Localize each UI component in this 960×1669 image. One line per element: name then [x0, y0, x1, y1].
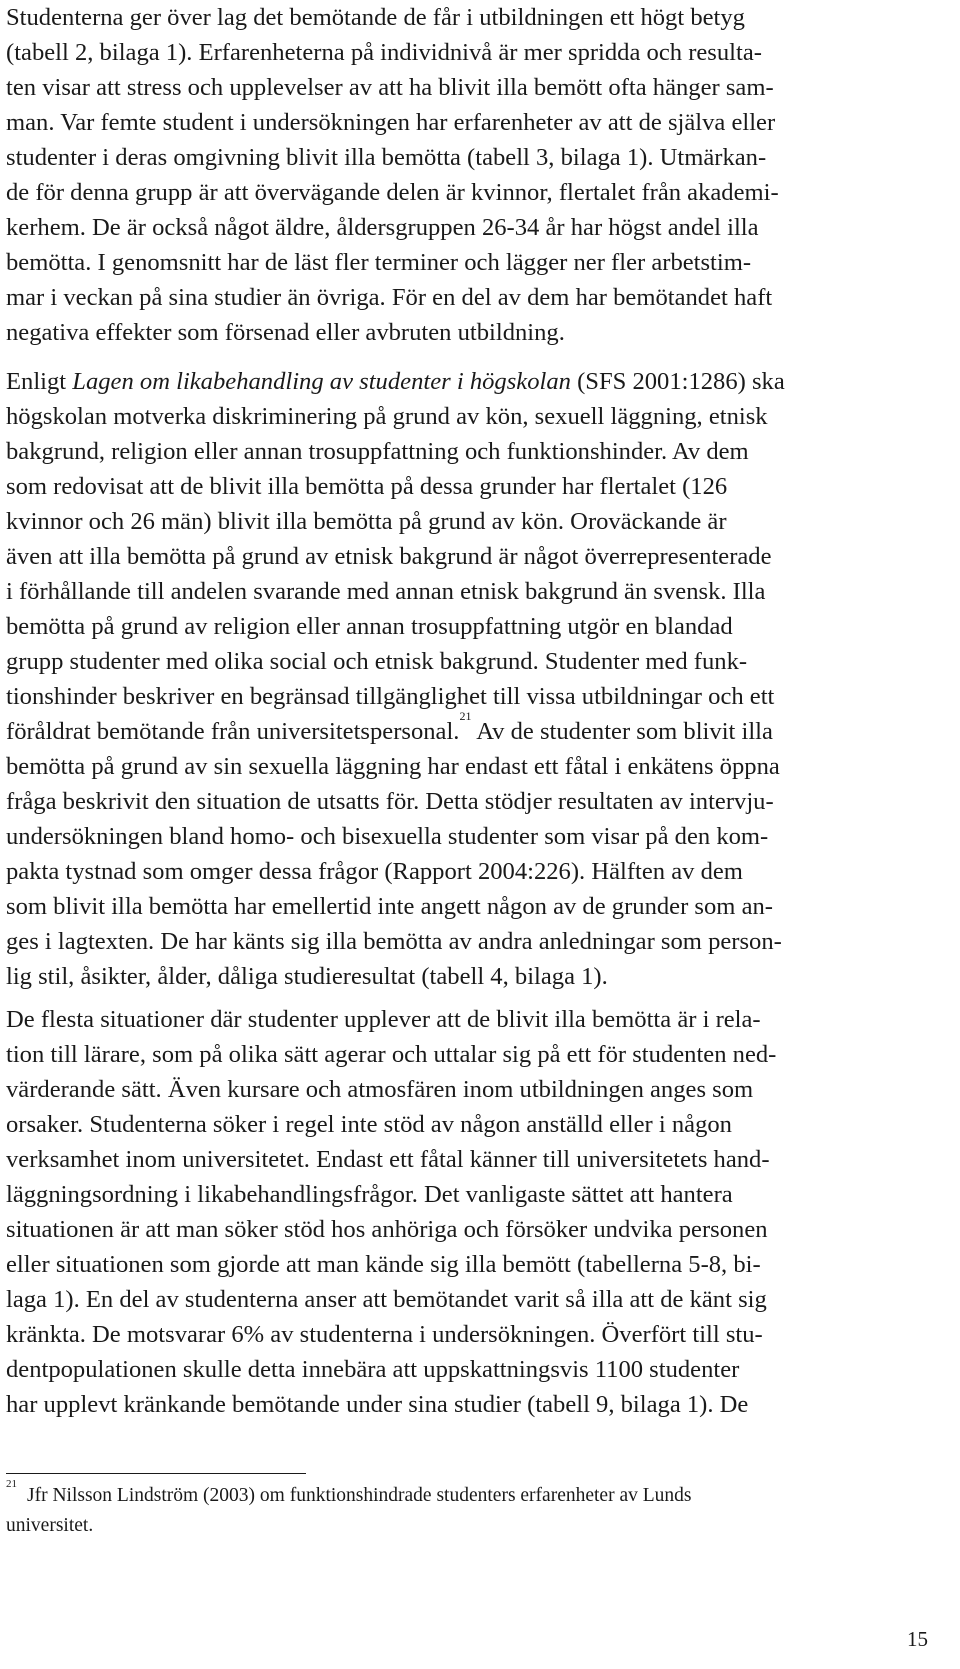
- text-line: de för denna grupp är att övervägande delen är kvinnor, flertalet från akademi-: [6, 179, 779, 206]
- footnote-text: Jfr Nilsson Lindström (2003) om funktionshindrade studenters erfarenheter av Lunds: [27, 1485, 692, 1506]
- text-line: som blivit illa bemötta har emellertid inte angett någon av de grunder som an-: [6, 893, 773, 920]
- text-line: lig stil, åsikter, ålder, dåliga studieresultat (tabell 4, bilaga 1).: [6, 963, 608, 990]
- paragraph-2: [6, 364, 946, 994]
- law-title: Lagen om likabehandling av studenter i högskolan: [72, 368, 571, 395]
- text-line: situationen är att man söker stöd hos anhöriga och försöker undvika personen: [6, 1216, 768, 1243]
- text-line: har upplevt kränkande bemötande under sina studier (tabell 9, bilaga 1). De: [6, 1391, 749, 1418]
- text-line: negativa effekter som försenad eller avbruten utbildning.: [6, 319, 565, 346]
- text-line: värderande sätt. Även kursare och atmosfären inom utbildningen anges som: [6, 1076, 754, 1103]
- text-line: tionshinder beskriver en begränsad tillgänglighet till vissa utbildningar och ett: [6, 683, 775, 710]
- footnote: [6, 1478, 926, 1541]
- text-fragment: (SFS 2001:1286) ska: [570, 368, 785, 395]
- text-line: grupp studenter med olika social och etnisk bakgrund. Studenter med funk-: [6, 648, 748, 675]
- footnote-line: universitet.: [6, 1515, 94, 1536]
- text-line: läggningsordning i likabehandlingsfrågor. Det vanligaste sättet att hantera: [6, 1181, 733, 1208]
- text-fragment: föråldrat bemötande från universitetspersonal.: [6, 718, 460, 745]
- text-line: fråga beskrivit den situation de utsatts för. Detta stödjer resultaten av intervju-: [6, 788, 774, 815]
- text-line: dentpopulationen skulle detta innebära att uppskattningsvis 1100 studenter: [6, 1356, 740, 1383]
- text-line: kvinnor och 26 män) blivit illa bemötta på grund av kön. Oroväckande är: [6, 508, 727, 535]
- text-line: högskolan motverka diskriminering på grund av kön, sexuell läggning, etnisk: [6, 403, 768, 430]
- page-number: 15: [907, 1627, 928, 1651]
- text-line: kerhem. De är också något äldre, åldersgruppen 26-34 år har högst andel illa: [6, 214, 759, 241]
- text-line: pakta tystnad som omger dessa frågor (Rapport 2004:226). Hälften av dem: [6, 858, 743, 885]
- text-line: tion till lärare, som på olika sätt agerar och uttalar sig på ett för studenten ned-: [6, 1041, 777, 1068]
- footnote-divider: [6, 1473, 306, 1474]
- text-line: kränkta. De motsvarar 6% av studenterna i undersökningen. Överfört till stu-: [6, 1321, 763, 1348]
- text-line: i förhållande till andelen svarande med annan etnisk bakgrund än svensk. Illa: [6, 578, 766, 605]
- text-line: De flesta situationer där studenter upplever att de blivit illa bemötta är i rela-: [6, 1006, 761, 1033]
- text-line: (tabell 2, bilaga 1). Erfarenheterna på individnivå är mer spridda och resulta-: [6, 39, 762, 66]
- footnote-reference[interactable]: 21: [459, 709, 472, 723]
- text-line: Studenterna ger över lag det bemötande de får i utbildningen ett högt betyg: [6, 4, 745, 31]
- text-line: mar i veckan på sina studier än övriga. För en del av dem har bemötandet haft: [6, 284, 773, 311]
- text-line: som redovisat att de blivit illa bemötta på dessa grunder har flertalet (126: [6, 473, 728, 500]
- text-line: studenter i deras omgivning blivit illa bemötta (tabell 3, bilaga 1). Utmärkan-: [6, 144, 767, 171]
- text-line: bemötta på grund av religion eller annan trosuppfattning utgör en blandad: [6, 613, 733, 640]
- text-line: orsaker. Studenterna söker i regel inte stöd av någon anställd eller i någon: [6, 1111, 732, 1138]
- text-line: ten visar att stress och upplevelser av att ha blivit illa bemött ofta hänger sam-: [6, 74, 774, 101]
- footnote-number: 21: [6, 1478, 17, 1490]
- text-line: ges i lagtexten. De har känts sig illa bemötta av andra anledningar som person-: [6, 928, 782, 955]
- paragraph-1: [6, 0, 946, 350]
- text-line: undersökningen bland homo- och bisexuella studenter som visar på den kom-: [6, 823, 769, 850]
- text-line: eller situationen som gjorde att man kände sig illa bemött (tabellerna 5-8, bi-: [6, 1251, 761, 1278]
- text-line: laga 1). En del av studenterna anser att bemötandet varit så illa att de känt sig: [6, 1286, 767, 1313]
- text-line: verksamhet inom universitetet. Endast ett fåtal känner till universitetets hand-: [6, 1146, 770, 1173]
- text-line: bakgrund, religion eller annan trosuppfattning och funktionshinder. Av dem: [6, 438, 749, 465]
- text-line: [6, 709, 946, 749]
- text-line: [6, 364, 946, 399]
- text-line: även att illa bemötta på grund av etnisk bakgrund är något överrepresenterade: [6, 543, 772, 570]
- text-line: man. Var femte student i undersökningen har erfarenheter av att de själva eller: [6, 109, 776, 136]
- text-line: bemötta. I genomsnitt har de läst fler terminer och lägger ner fler arbetstim-: [6, 249, 752, 276]
- text-fragment: Av de studenter som blivit illa: [471, 718, 773, 745]
- paragraph-3: [6, 1002, 946, 1422]
- text-fragment: Enligt: [6, 368, 73, 395]
- footnote-line: [6, 1478, 926, 1511]
- text-line: bemötta på grund av sin sexuella läggning har endast ett fåtal i enkätens öppna: [6, 753, 780, 780]
